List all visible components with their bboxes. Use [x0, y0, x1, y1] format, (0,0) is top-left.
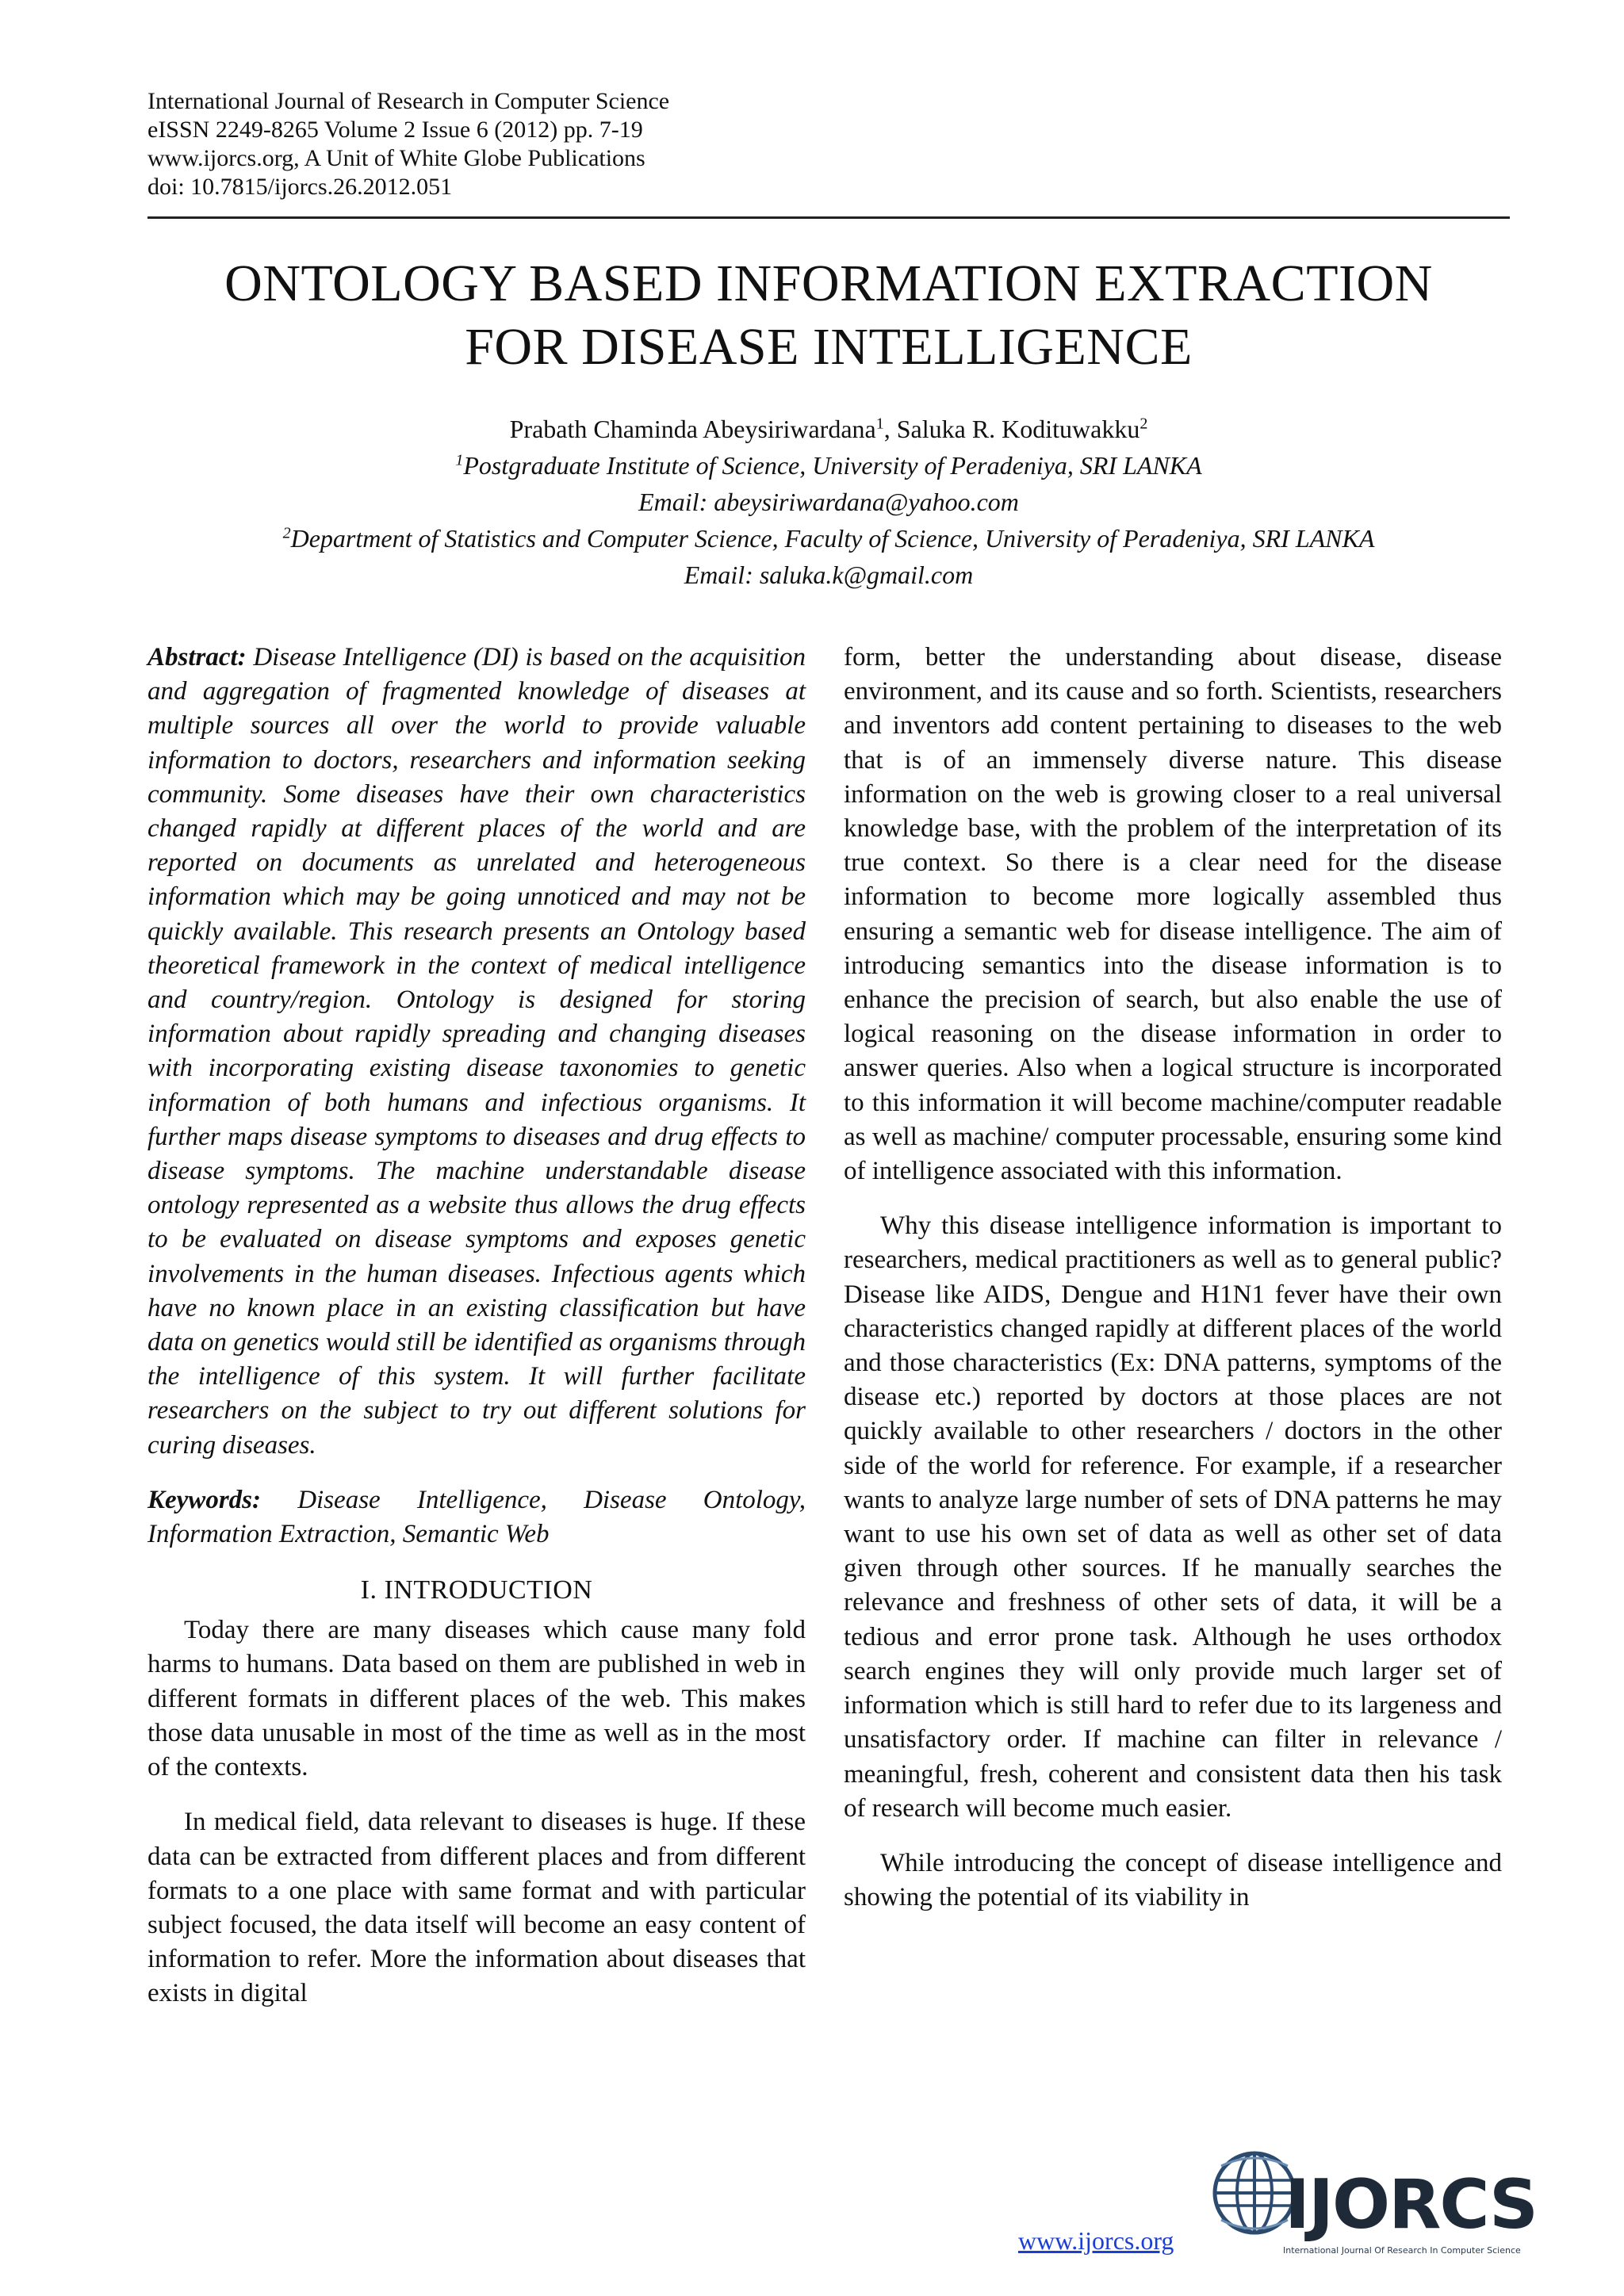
keywords-text: Disease Intelligence, Disease Ontology, Information Extraction, Semantic Web [147, 1485, 806, 1549]
logo-wordmark: IJORCS [1285, 2165, 1537, 2244]
paragraph: form, better the understanding about disease, disease environment, and its cause and so forth. Scientists, researchers and inventors add content pertaining to diseases to the web that is of an immensely diverse nature. This disease information on the web is growing closer to a real universal knowledge base, with the problem of the interpretation of its true context. So there is a clear need for the disease information to become more logically assembled thus ensuring a semantic web for disease intelligence. The aim of introducing semantics into the disease information is to enhance the precision of search, but also enable the use of logical reasoning on the disease information in order to answer queries. Also when a logical structure is incorporated to this information it will become machine/computer readable as well as machine/ computer processable, ensuring some kind of intelligence associated with this information. [844, 643, 1502, 1186]
paper-title [147, 252, 1510, 379]
paragraph: In medical field, data relevant to diseases is huge. If these data can be extracted from different places and from different formats to a one place with same format and with particular subject focused, the data itself will become an easy content of information to refer. More the information about diseases that exists in digital [147, 1808, 806, 2008]
author-2-email: Email: saluka.k@gmail.com [684, 561, 974, 589]
journal-header [147, 87, 669, 201]
abstract [147, 641, 806, 1463]
affiliation-2-mark: 2 [282, 524, 291, 542]
journal-doi: doi: 10.7815/ijorcs.26.2012.051 [147, 174, 453, 200]
author-2-affiliation-mark: 2 [1139, 415, 1148, 433]
author-separator: , [883, 415, 897, 443]
right-column [844, 641, 1502, 1915]
section-heading-introduction: I. INTRODUCTION [360, 1575, 593, 1605]
paragraph: Why this disease intelligence information is important to researchers, medical practitioners as well as to general public? Disease like AIDS, Dengue and H1N1 fever have their own characteristics changed rapidly at different places of the world and those characteristics (Ex: DNA patterns, symptoms of the disease etc.) reported by doctors at those places are not quickly available to other researchers / doctors in the other side of the world for reference. For example, if a researcher wants to analyze large number of sets of DNA patterns he may want to use his own set of data as well as other set of data given through other sources. If he manually searches the relevance and freshness of other sets of data, it will be a tedious and error prone task. Although he uses orthodox search engines they will only provide much larger set of information which is still hard to refer due to its largeness and unsatisfactory order. If machine can filter in relevance / meaningful, fresh, coherent and consistent data then his task of research will become much easier. [844, 1211, 1502, 1823]
affiliation-1-mark: 1 [455, 451, 464, 469]
author-1-email: Email: abeysiriwardana@yahoo.com [638, 488, 1019, 516]
authors-block [147, 411, 1510, 593]
left-column [147, 641, 806, 2011]
abstract-text: Disease Intelligence (DI) is based on the acquisition and aggregation of fragmented knowledge of diseases at multiple sources all over the world to provide valuable information to doctors, researchers and information seeking community. Some diseases have their own characteristics changed rapidly at different places of the world and are reported on documents as unrelated and heterogeneous information which may be going unnoticed and may not be quickly available. This research presents an Ontology based theoretical framework in the context of medical intelligence and country/region. Ontology is designed for storing information about rapidly spreading and changing diseases with incorporating existing disease taxonomies to genetic information of both humans and infectious organisms. It further maps disease symptoms to diseases and drug effects to disease symptoms. The machine understandable disease ontology represented as a website thus allows the drug effects to be evaluated on disease symptoms and exposes genetic involvements in the human diseases. Infectious agents which have no known place in an existing classification but have data on genetics would still be identified as organisms through the intelligence of this system. It will further facilitate researchers on the subject to try out different solutions for curing diseases. [147, 643, 806, 1460]
keywords [147, 1483, 806, 1552]
author-2: Saluka R. Kodituwakku [896, 415, 1140, 443]
journal-issn: eISSN 2249-8265 Volume 2 Issue 6 (2012) pp. 7-19 [147, 117, 643, 143]
title-line-1: ONTOLOGY BASED INFORMATION EXTRACTION [224, 254, 1433, 312]
abstract-label: Abstract: [147, 643, 247, 672]
title-line-2: FOR DISEASE INTELLIGENCE [465, 318, 1193, 376]
journal-name: International Journal of Research in Computer Science [147, 88, 670, 114]
ijorcs-logo [1207, 2145, 1537, 2264]
affiliation-2-text: Department of Statistics and Computer Science, Faculty of Science, University of Peradeniya, SRI LANKA [290, 524, 1375, 553]
affiliation-2 [147, 520, 1510, 557]
journal-publisher: www.ijorcs.org, A Unit of White Globe Publications [147, 145, 645, 171]
logo-tagline: International Journal Of Research In Computer Science [1283, 2245, 1521, 2256]
header-divider [147, 216, 1510, 219]
keywords-label: Keywords: [147, 1485, 261, 1514]
author-1: Prabath Chaminda Abeysiriwardana [509, 415, 876, 443]
footer-website-link[interactable]: www.ijorcs.org [1018, 2226, 1174, 2255]
author-1-affiliation-mark: 1 [875, 415, 884, 433]
affiliation-1 [147, 447, 1510, 484]
paragraph: While introducing the concept of disease intelligence and showing the potential of its viability in [844, 1848, 1502, 1912]
paragraph: Today there are many diseases which cause many fold harms to humans. Data based on them are published in web in different formats in different places of the web. This makes those data unusable in most of the time as well as in the most of the contexts. [147, 1616, 806, 1782]
author-line [147, 411, 1510, 447]
affiliation-1-text: Postgraduate Institute of Science, University of Peradeniya, SRI LANKA [463, 451, 1202, 480]
